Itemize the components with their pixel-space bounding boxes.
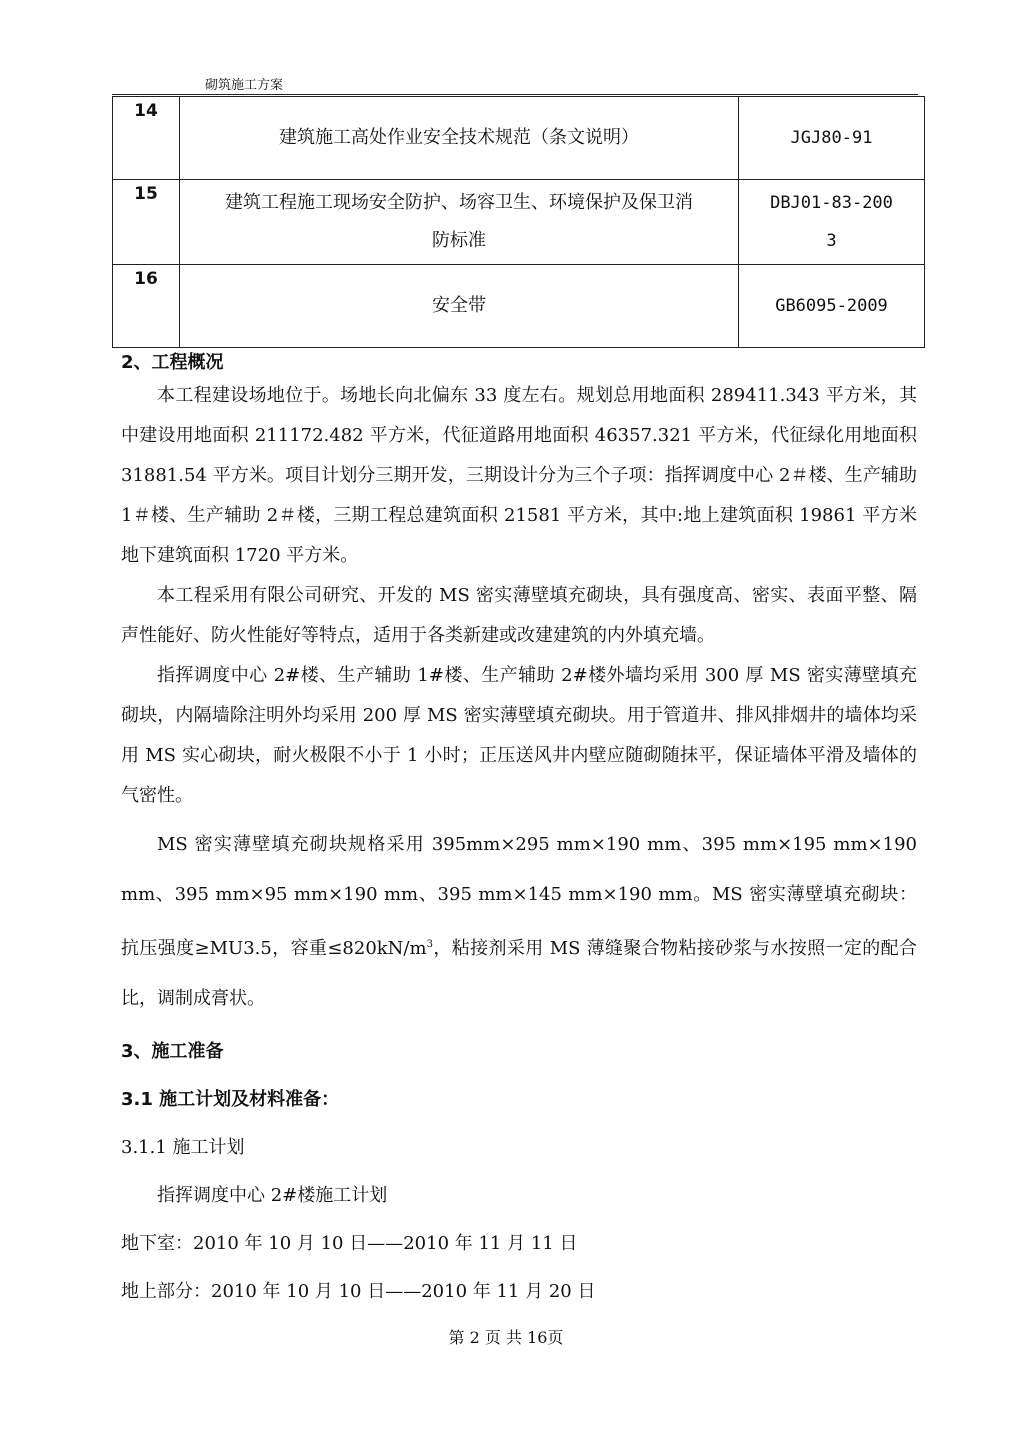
row-number: 15 — [113, 180, 180, 265]
spec-text-cont: ，粘接剂采用 MS 薄缝聚合物粘接砂浆与水按照一定的配合比，调制成膏状。 — [121, 938, 918, 1009]
standard-name-line: 防标准 — [432, 230, 486, 251]
schedule-basement: 地下室：2010 年 10 月 10 日——2010 年 11 月 11 日 — [121, 1233, 578, 1254]
document-header-title: 砌筑施工方案 — [205, 78, 284, 93]
standard-name: 建筑施工高处作业安全技术规范（条文说明） — [180, 97, 739, 180]
document-body — [121, 340, 917, 1312]
standard-code-line: 3 — [826, 231, 837, 251]
overview-paragraph-2: 本工程采用有限公司研究、开发的 MS 密实薄壁填充砌块，具有强度高、密实、表面平整、隔声性能好、防火性能好等特点，适用于各类新建或改建建筑的内外填充墙。 — [121, 585, 917, 646]
section-heading-preparation: 3、施工准备 — [121, 1041, 224, 1062]
subsection-heading-plan-materials: 3.1 施工计划及材料准备： — [121, 1089, 340, 1110]
standard-code-line: DBJ01-83-200 — [770, 193, 893, 213]
row-number: 14 — [113, 97, 180, 180]
table-row — [113, 265, 925, 348]
schedule-title: 指挥调度中心 2#楼施工计划 — [157, 1185, 388, 1206]
header-divider — [112, 94, 918, 95]
unit-superscript: 3 — [426, 939, 433, 950]
overview-paragraph-4 — [121, 820, 917, 1024]
overview-paragraph-3: 指挥调度中心 2#楼、生产辅助 1#楼、生产辅助 2#楼外墙均采用 300 厚 MS 密实薄壁填充砌块，内隔墙除注明外均采用 200 厚 MS 密实薄壁填充砌块。用于管道井、排风排烟井的墙体均采用 MS 实心砌块，耐火极限不小于 1 小时；正压送风井内壁应随砌随抹平，保证墙体平滑及墙体的气密性。 — [121, 665, 917, 806]
overview-paragraph-1: 本工程建设场地位于。场地长向北偏东 33 度左右。规划总用地面积 289411.343 平方米，其中建设用地面积 211172.482 平方米，代征道路用地面积 46357.321 平方米，代征绿化用地面积 31881.54 平方米。项目计划分三期开发，三期设计分为三个子项：指挥调度中心 2＃楼、生产辅助 1＃楼、生产辅助 2＃楼，三期工程总建筑面积 21581 平方米，其中:地上建筑面积 19861 平方米地下建筑面积 1720 平方米。 — [121, 385, 917, 566]
standards-table — [112, 96, 925, 348]
row-number: 16 — [113, 265, 180, 348]
standard-code — [739, 180, 925, 265]
standard-code: JGJ80-91 — [739, 97, 925, 180]
standard-name — [180, 180, 739, 265]
table-row — [113, 97, 925, 180]
schedule-above-ground: 地上部分：2010 年 10 月 10 日——2010 年 11 月 20 日 — [121, 1281, 596, 1302]
table-row — [113, 180, 925, 265]
standard-name-line: 建筑工程施工现场安全防护、场容卫生、环境保护及保卫消 — [225, 192, 693, 213]
page-footer: 第 2 页 共 16页 — [448, 1328, 564, 1347]
standard-code: GB6095-2009 — [739, 265, 925, 348]
subsection-heading-schedule: 3.1.1 施工计划 — [121, 1137, 245, 1158]
standard-name: 安全带 — [180, 265, 739, 348]
section-heading-overview: 2、工程概况 — [121, 352, 224, 373]
spec-text: MS 密实薄壁填充砌块规格采用 395mm×295 mm×190 mm、395 mm×195 mm×190 mm、395 mm×95 mm×190 mm、395 mm×145 mm×190 mm。MS 密实薄壁填充砌块：抗压强度≥MU3.5，容重≤820kN/m — [121, 834, 917, 959]
